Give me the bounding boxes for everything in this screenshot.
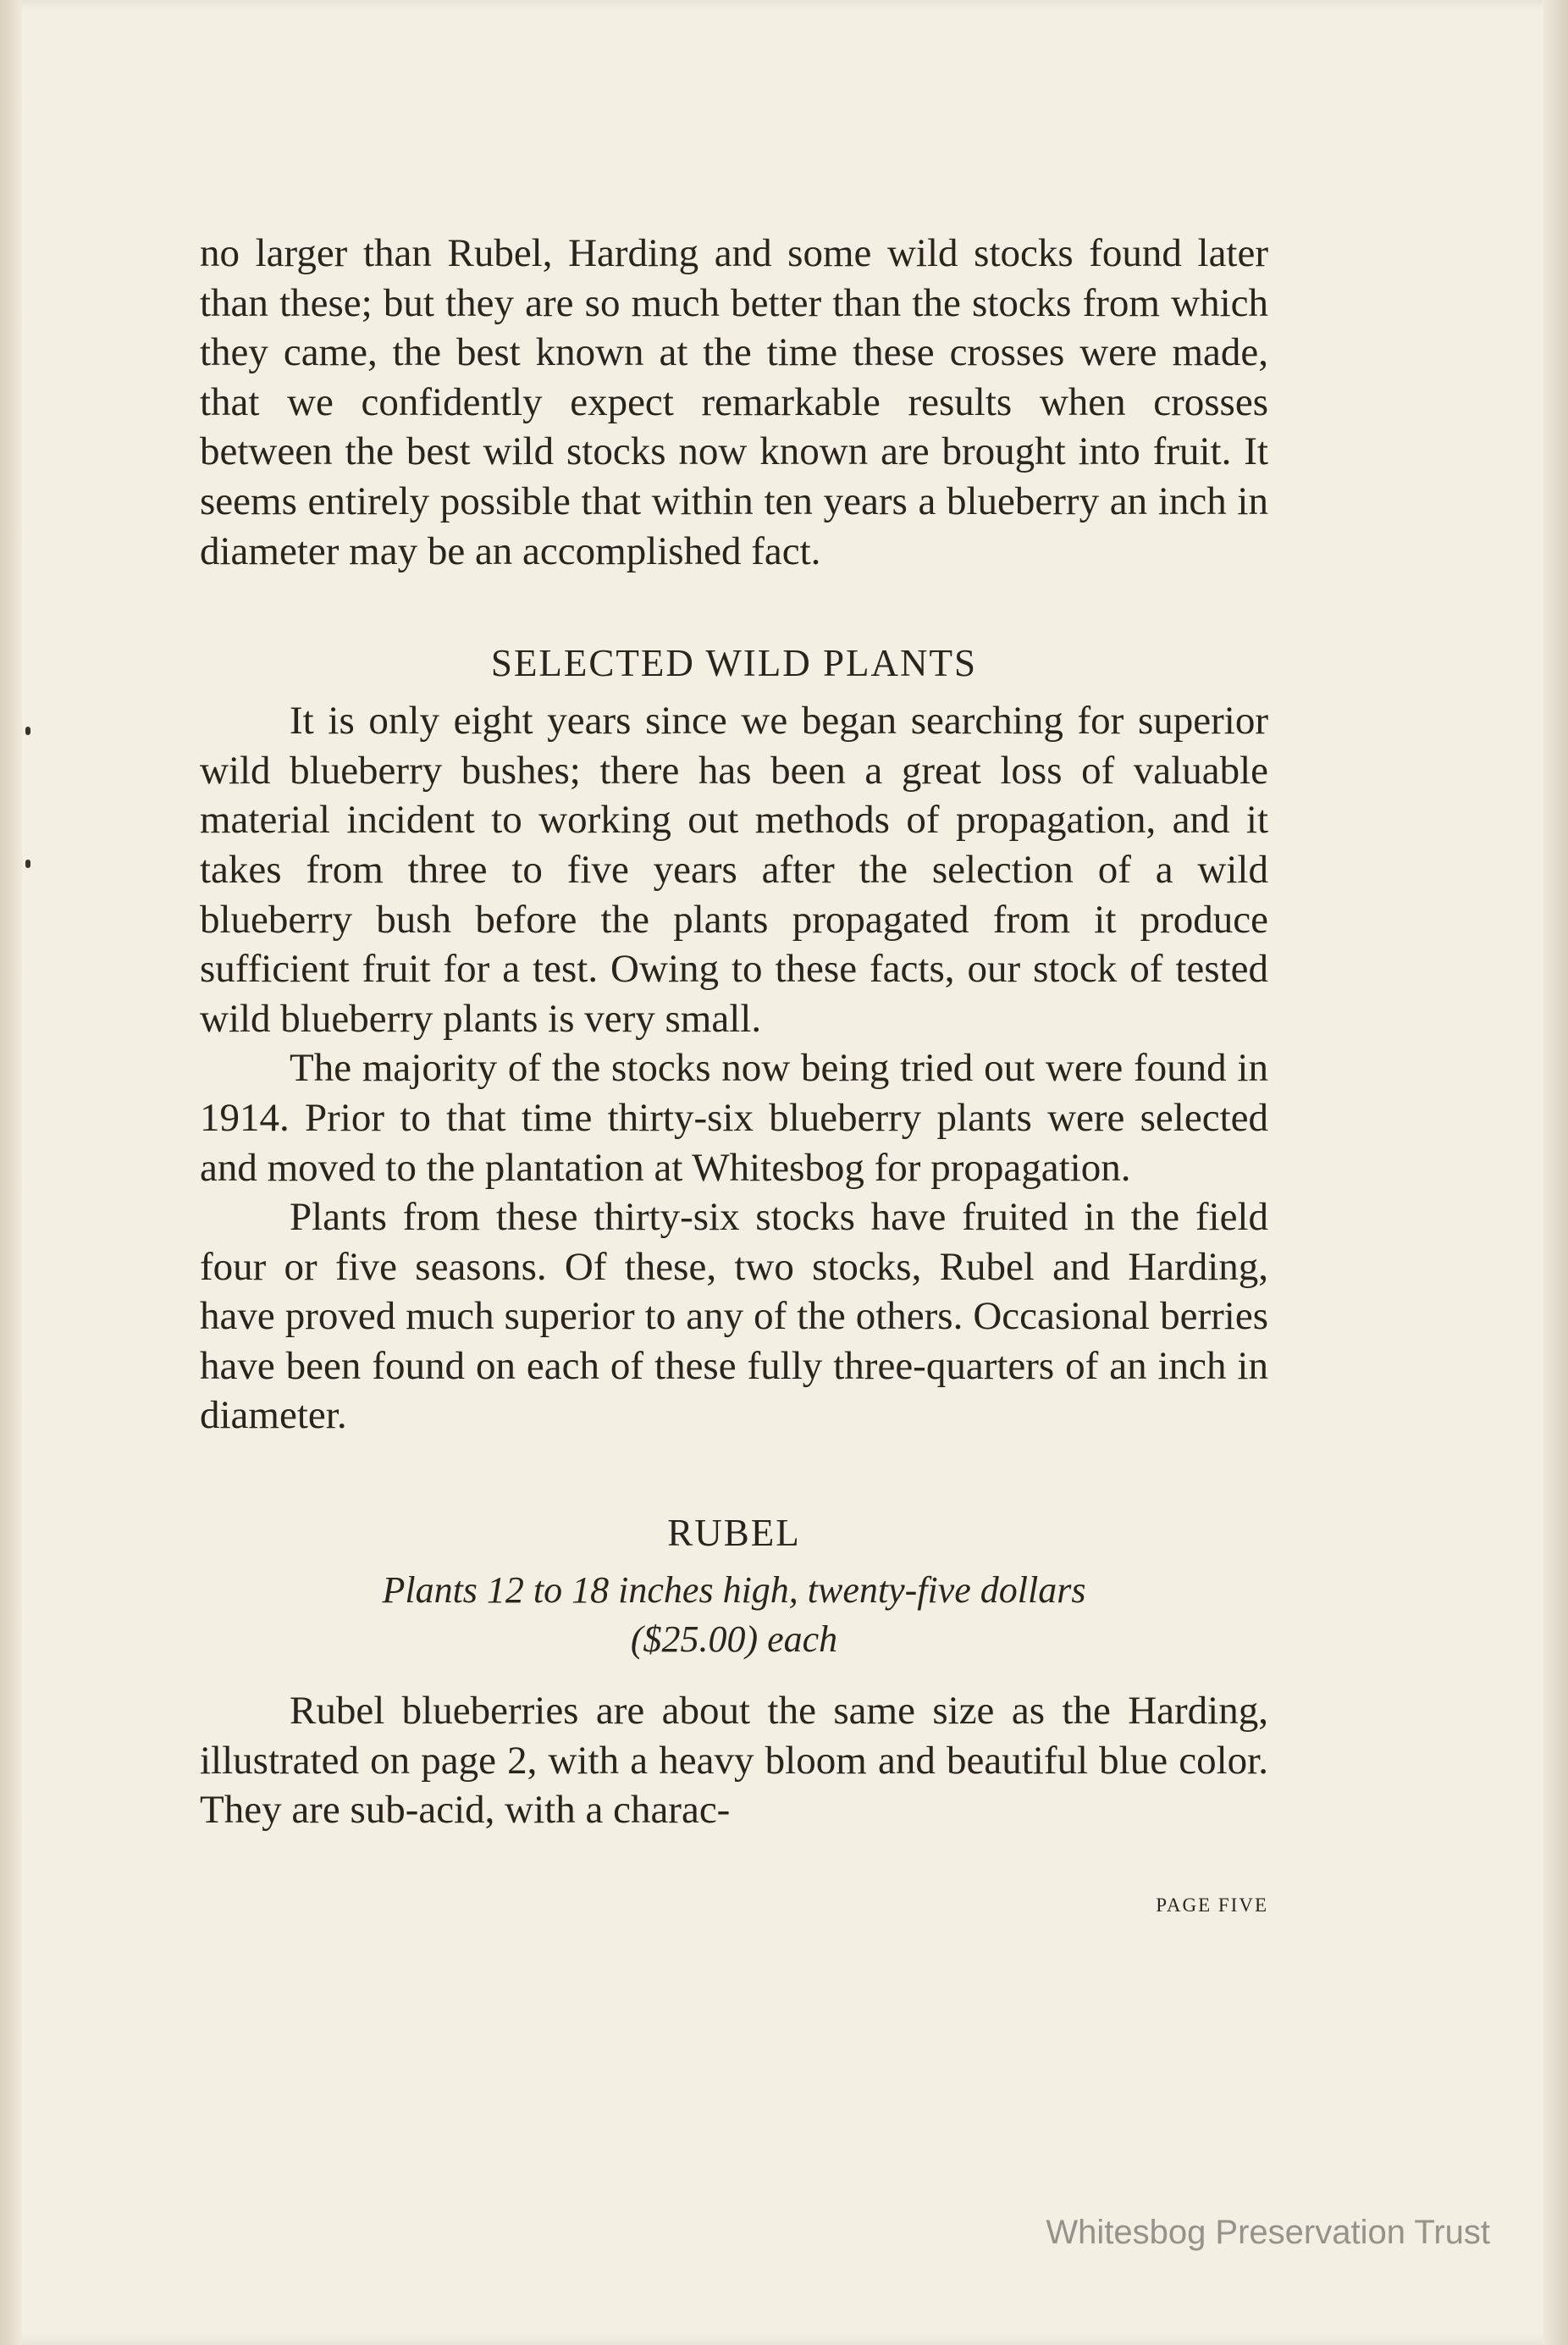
wild-plants-paragraph-3: Plants from these thirty-six stocks have fruited in the field four or five seasons. Of these, two stocks, Rubel and Harding, have proved much superior to any of the others. Occasional berries have been found on each of these fully three-quarters of an inch in diameter. [200, 1195, 1268, 1438]
wild-plants-paragraph-2: The majority of the stocks now being tried out were found in 1914. Prior to that time thirty-six blueberry plants were selected and moved to the plantation at Whitesbog for propagation. [200, 1046, 1268, 1190]
opening-paragraph: no larger than Rubel, Harding and some wild stocks found later than these; but they are so much better than the stocks from which they came, the best known at the time these crosses were made, that we confidently expect remarkable results when crosses between the best wild stocks now known are brought into fruit. It seems entirely possible that within ten years a blueberry an inch in diameter may be an accomplished fact. [200, 231, 1268, 573]
page-edge [1543, 0, 1568, 2345]
rubel-price [200, 1566, 1268, 1664]
watermark: Whitesbog Preservation Trust [1046, 2214, 1490, 2251]
page-gutter [0, 0, 22, 2345]
section-heading-wild-plants: SELECTED WILD PLANTS [490, 642, 978, 685]
binding-mark [25, 860, 30, 868]
rubel-paragraph: Rubel blueberries are about the same size as the Harding, illustrated on page 2, with a heavy bloom and beautiful blue color. They are sub-acid, with a charac- [200, 1689, 1268, 1833]
binding-mark [25, 727, 30, 735]
text-column [200, 229, 1268, 1918]
section-heading-rubel: RUBEL [667, 1512, 801, 1555]
rubel-price-line-1: Plants 12 to 18 inches high, twenty-five dollars [382, 1569, 1086, 1612]
rubel-price-line-2: ($25.00) each [630, 1618, 838, 1661]
page-number: PAGE FIVE [1156, 1894, 1268, 1916]
wild-plants-paragraph-1: It is only eight years since we began searching for superior wild blueberry bushes; there has been a great loss of valuable material incident to working out methods of propagation, and it takes from three to five years after the selection of a wild blueberry bush before the plants propagated from it produce sufficient fruit for a test. Owing to these facts, our stock of tested wild blueberry plants is very small. [200, 699, 1268, 1041]
